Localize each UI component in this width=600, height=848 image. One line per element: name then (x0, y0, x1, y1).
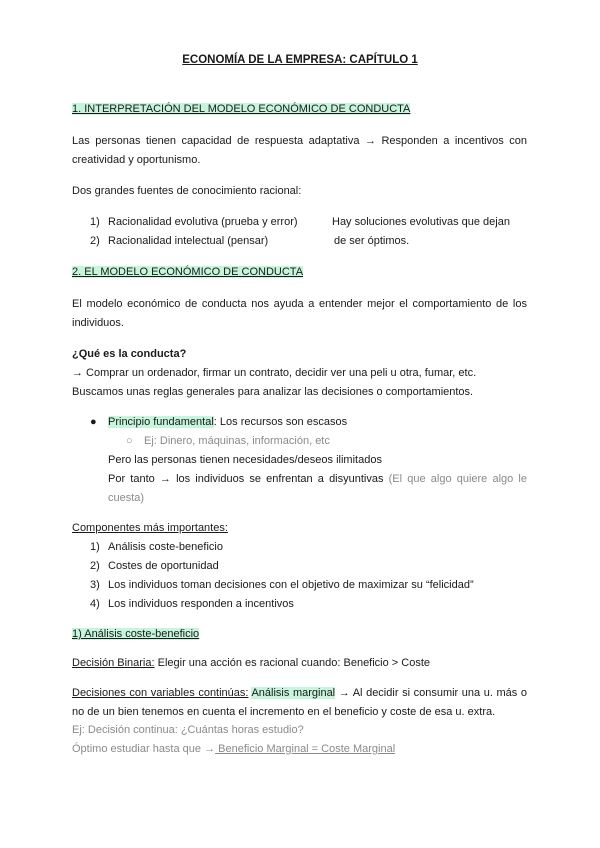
hollow-bullet-icon: ○ (126, 435, 133, 447)
example-line: Ej: Decisión continua: ¿Cuántas horas estudio? (72, 724, 304, 736)
marginal-analysis: Análisis marginal (251, 687, 336, 699)
subsection-1-heading (72, 627, 199, 641)
component-item: 4) Los individuos responden a incentivos (90, 598, 294, 610)
rationality-note-1: Hay soluciones evolutivas que dejan (332, 216, 510, 228)
continuous-decision-line-2: no de un bien tenemos en cuenta el incremento en el beneficio y coste de esa u. extra. (72, 706, 496, 718)
therefore-line-2: cuesta) (108, 492, 145, 504)
rationality-item-2: 2) Racionalidad intelectual (pensar) (90, 235, 269, 247)
optimal-condition: Beneficio Marginal = Coste Marginal (215, 743, 396, 755)
section-2-para-line-2: individuos. (72, 317, 124, 329)
section-1-para-line-2: creatividad y oportunismo. (72, 154, 201, 166)
section-1-para-line-1: Las personas tienen capacidad de respuesta adaptativa → Responden a incentivos con (72, 135, 527, 147)
rationality-note-2: de ser óptimos. (334, 235, 410, 247)
therefore-gray: (El que algo quiere algo le (383, 473, 527, 485)
conduct-answer-line-1: → Comprar un ordenador, firmar un contrato, decidir ver una peli u otra, fumar, etc. (72, 367, 477, 379)
principle-bullet (90, 415, 347, 429)
principle-text: : Los recursos son escasos (213, 416, 348, 428)
component-item: 2) Costes de oportunidad (90, 560, 219, 572)
binary-label: Decisión Binaria: (72, 657, 155, 669)
section-1-heading (72, 102, 410, 116)
bullet-dot-icon: ● (90, 416, 97, 428)
continuous-label: Decisiones con variables continúas: (72, 687, 249, 699)
subsection-1-heading-text: 1) Análisis coste-beneficio (72, 628, 200, 640)
binary-decision-line (72, 656, 430, 670)
principle-label: Principio fundamental (108, 416, 214, 428)
components-heading: Componentes más importantes: (72, 522, 228, 534)
therefore-main: Por tanto → los individuos se enfrentan a disyuntivas (108, 473, 384, 485)
optimal-line (72, 742, 395, 756)
conduct-question: ¿Qué es la conducta? (72, 348, 187, 360)
sub-bullet (126, 434, 330, 448)
sub-bullet-text: Ej: Dinero, máquinas, información, etc (144, 435, 330, 447)
rationality-item-1: 1) Racionalidad evolutiva (prueba y error) (90, 216, 298, 228)
section-2-heading-text: 2. EL MODELO ECONÓMICO DE CONDUCTA (72, 266, 304, 278)
optimal-pre: Óptimo estudiar hasta que → (72, 743, 216, 755)
section-2-para-line-1: El modelo económico de conducta nos ayuda a entender mejor el comportamiento de los (72, 298, 527, 310)
section-1-heading-text: 1. INTERPRETACIÓN DEL MODELO ECONÓMICO DE CONDUCTA (72, 103, 411, 115)
continuous-decision-line-1 (72, 686, 527, 700)
page-title: ECONOMÍA DE LA EMPRESA: CAPÍTULO 1 (182, 54, 418, 66)
continuous-rest: → Al decidir si consumir una u. más o (335, 687, 527, 699)
binary-text: Elegir una acción es racional cuando: Beneficio > Coste (154, 657, 431, 669)
section-2-heading (72, 265, 303, 279)
component-item: 3) Los individuos toman decisiones con el objetivo de maximizar su “felicidad” (90, 579, 474, 591)
section-1-para-2: Dos grandes fuentes de conocimiento racional: (72, 185, 302, 197)
conduct-answer-line-2: Buscamos unas reglas generales para analizar las decisiones o comportamientos. (72, 386, 474, 398)
therefore-line-1 (108, 472, 527, 486)
needs-line: Pero las personas tienen necesidades/deseos ilimitados (108, 454, 382, 466)
component-item: 1) Análisis coste-beneficio (90, 541, 223, 553)
